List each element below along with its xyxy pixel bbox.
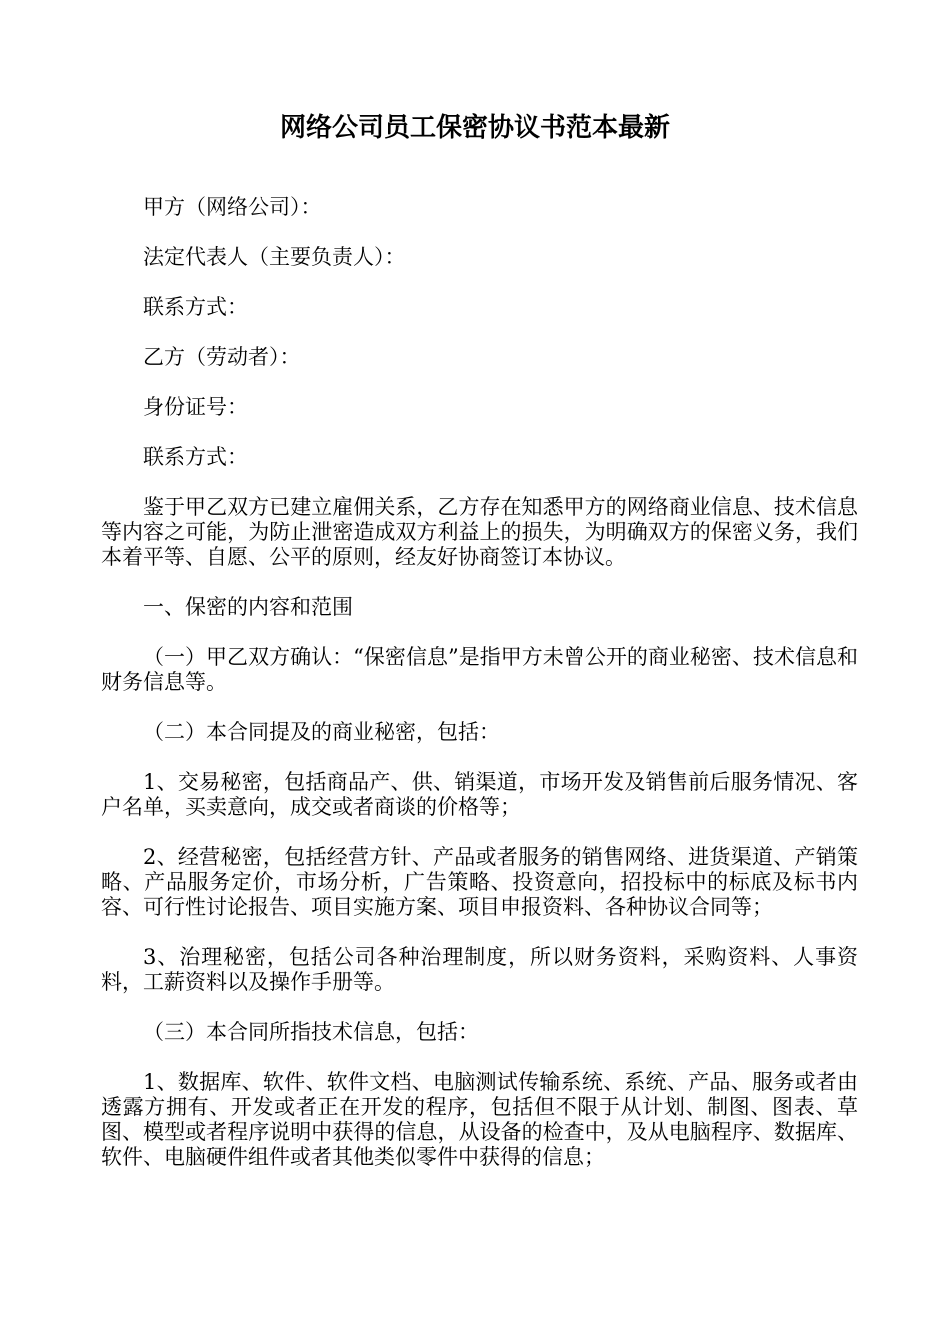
party-a-contact-field: 联系方式： <box>143 295 248 319</box>
clause-paragraph: （一）甲乙双方确认：“保密信息”是指甲方未曾公开的商业秘密、技术信息和财务信息等。 <box>101 645 858 694</box>
clause-paragraph: （三）本合同所指技术信息，包括： <box>143 1020 479 1044</box>
document-title: 网络公司员工保密协议书范本最新 <box>279 113 670 143</box>
party-b-field: 乙方（劳动者）： <box>143 345 301 369</box>
clause-paragraph: 2、经营秘密，包括经营方针、产品或者服务的销售网络、进货渠道、产销策略、产品服务定价，市场分析，广告策略、投资意向，招投标中的标底及标书内容、可行性讨论报告、项目实施方案、项目申报资料、各种协议合同等； <box>101 845 858 919</box>
clause-paragraph: （二）本合同提及的商业秘密，包括： <box>143 720 500 744</box>
document-body <box>101 195 858 1195</box>
party-b-contact-field: 联系方式： <box>143 445 248 469</box>
party-a-field: 甲方（网络公司）： <box>143 195 322 219</box>
preamble-paragraph: 鉴于甲乙双方已建立雇佣关系，乙方存在知悉甲方的网络商业信息、技术信息等内容之可能，为防止泄密造成双方利益上的损失，为明确双方的保密义务，我们本着平等、自愿、公平的原则，经友好协商签订本协议。 <box>101 495 858 569</box>
clause-paragraph: 1、数据库、软件、软件文档、电脑测试传输系统、系统、产品、服务或者由透露方拥有、开发或者正在开发的程序，包括但不限于从计划、制图、图表、草图、模型或者程序说明中获得的信息，从设备的检查中，及从电脑程序、数据库、软件、电脑硬件组件或者其他类似零件中获得的信息； <box>101 1070 858 1169</box>
clause-paragraph: 3、治理秘密，包括公司各种治理制度，所以财务资料，采购资料、人事资料，工薪资料以及操作手册等。 <box>101 945 858 994</box>
section-heading: 一、保密的内容和范围 <box>143 595 353 619</box>
clause-paragraph: 1、交易秘密，包括商品产、供、销渠道，市场开发及销售前后服务情况、客户名单，买卖意向，成交或者商谈的价格等； <box>101 770 858 819</box>
legal-representative-field: 法定代表人（主要负责人）： <box>143 245 406 269</box>
id-number-field: 身份证号： <box>143 395 248 419</box>
